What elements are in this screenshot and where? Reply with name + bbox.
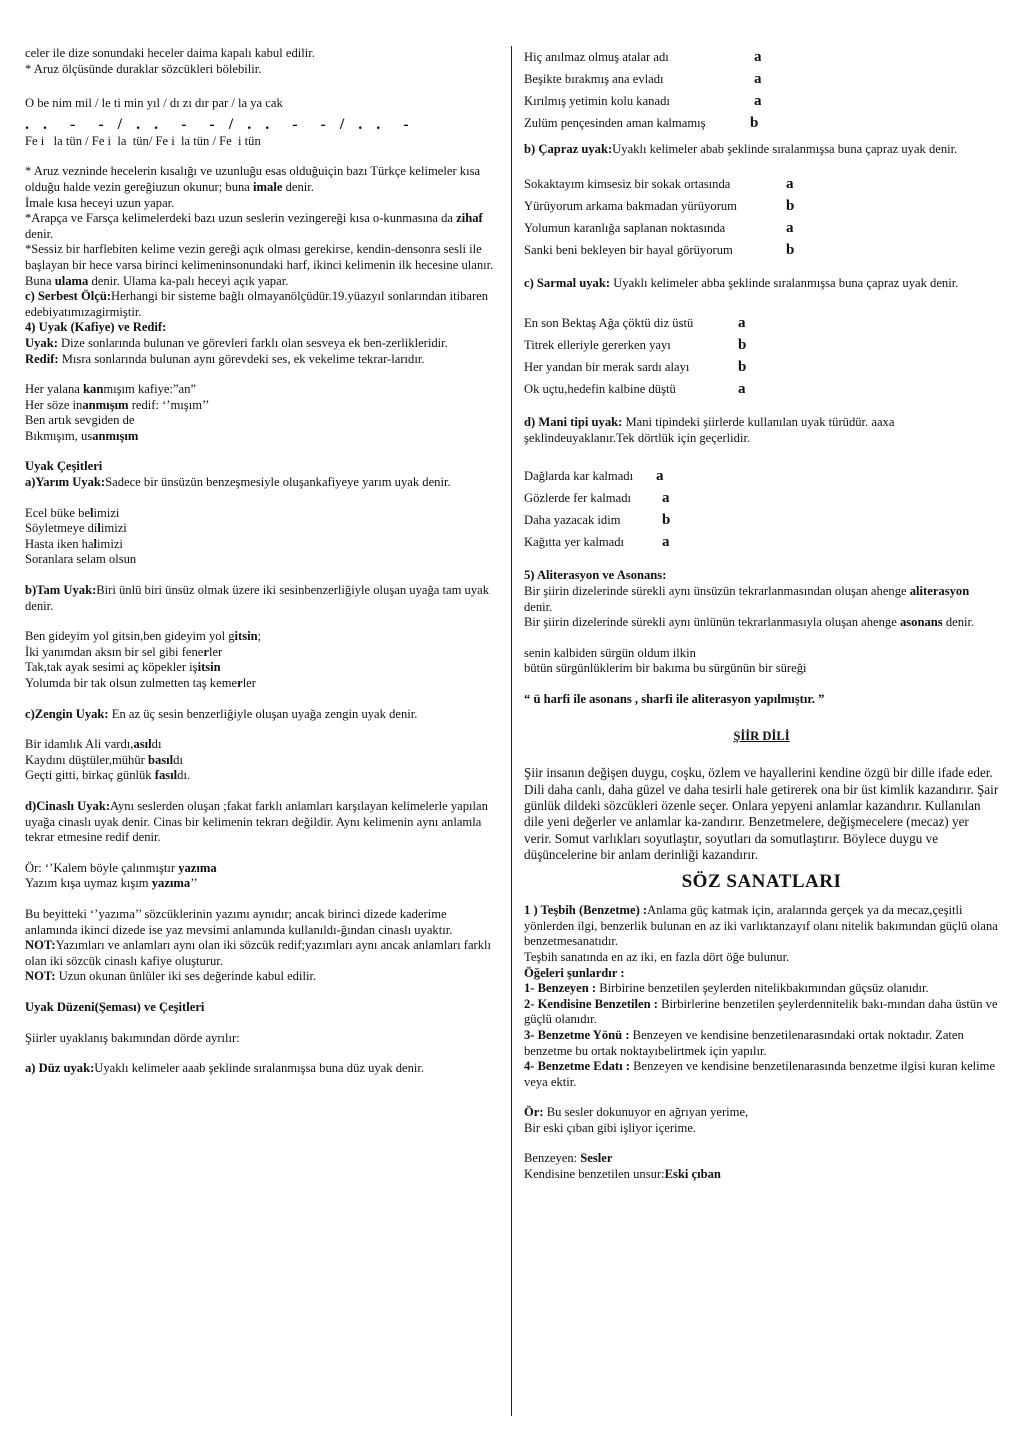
- verse-text-end: redif: ‘’mışım’’: [128, 397, 210, 412]
- rhyme-letter: a: [738, 315, 746, 332]
- tam-text: Biri ünlü biri ünsüz olmak üzere iki sesinbenzerliğiyle oluşan uyağa tam uyak denir.: [25, 583, 490, 613]
- duzen-heading: Uyak Düzeni(Şeması) ve Çeşitleri: [25, 999, 205, 1014]
- verse-text: İki yanımdan aksın bir sel gibi fene: [25, 644, 204, 659]
- kendisine-label: Kendisine benzetilen unsur:: [524, 1167, 665, 1182]
- verse-rhyme: itsin: [234, 629, 258, 644]
- verse-text: Gözlerde fer kalmadı: [524, 491, 631, 506]
- verse-text: Yolumda bir tak olsun zulmetten taş keme: [25, 676, 238, 690]
- verse-line: [524, 68, 999, 90]
- verse-text: Bir idamlık Ali vardı,: [25, 737, 134, 752]
- cinasli-paragraph: [25, 799, 495, 846]
- rhyme-letter: a: [662, 490, 670, 507]
- verse-text-end: ler: [242, 676, 256, 690]
- verse-text-end: dı.: [177, 768, 191, 783]
- redif-def: [25, 352, 495, 368]
- verse-line: [25, 768, 495, 784]
- verse-line: [25, 429, 495, 445]
- or-text: Ör: ‘’Kalem böyle çalınmıştır: [25, 860, 179, 875]
- or-label: Ör:: [524, 1105, 544, 1120]
- verse-rhyme: basıl: [147, 752, 174, 767]
- or-bold: yazıma: [178, 860, 217, 875]
- verse-text: Beşikte bırakmış ana evladı: [524, 72, 664, 86]
- mani-label: d) Mani tipi uyak:: [524, 415, 623, 430]
- yarim-paragraph: [25, 475, 495, 491]
- verse-rhyme: l: [90, 505, 94, 520]
- tam-label: b)Tam Uyak:: [25, 583, 97, 598]
- example-line-1: senin kalbiden sürgün oldum ilkin: [524, 645, 696, 660]
- zengin-paragraph: [25, 707, 495, 723]
- alit-term: aliterasyon: [909, 583, 970, 598]
- tesbih-line-2: Teşbih sanatında en az iki, en fazla dört öğe bulunur.: [524, 949, 790, 964]
- verse-text: Her yalana: [25, 382, 84, 397]
- tesbih-label: 1 ) Teşbih (Benzetme) :: [524, 903, 648, 918]
- or-text: Bu sesler dokunuyor en ağrıyan yerime,: [543, 1105, 749, 1120]
- verse-line: [25, 537, 495, 553]
- verse-text: Ecel büke be: [25, 505, 91, 520]
- verse-line: [25, 413, 495, 429]
- column-divider: [511, 46, 512, 1416]
- siir-dili-paragraph: Şiir insanın değişen duygu, coşku, özlem ve hayallerini kendine özgü bir dille ifade eder. Dili daha canlı, daha güzel ve daha tesirli hale getirerek ona bir üst kimlik kazandırır. Şair günlük dildeki sözcükleri özenle seçer. Onlara yepyeni anlamlar kazandırır. Kullanılan dile yeni değerler ve anlamlar ka-zandırır. Benzetmelere, değişmecelere (mecaz) yer verir. Somut varlıkları soyutlaştır, soyutları da somutlaştırır. Böylece duygu ve düşüncelerine bir anlam derinliği kazandırır.: [524, 765, 999, 863]
- rhyme-letter: b: [786, 197, 795, 214]
- verse-text: Soranlara selam olsun: [25, 552, 137, 567]
- duzen-text: Şiirler uyaklanış bakımından dörde ayrılır:: [25, 1030, 240, 1045]
- verse-rhyme: anmışım: [82, 397, 129, 412]
- duz-text: Uyaklı kelimeler aaab şeklinde sıralanmışsa buna düz uyak denir.: [94, 1061, 425, 1076]
- example-zengin: [25, 737, 495, 784]
- verse-text: Yolumun karanlığa saplanan noktasında: [524, 220, 726, 235]
- verse-rhyme: l: [93, 536, 98, 551]
- verse-line: [25, 552, 495, 568]
- alit-heading: 5) Aliterasyon ve Asonans:: [524, 568, 667, 583]
- uyak-label: Uyak:: [25, 335, 58, 350]
- rhyme-letter: b: [786, 241, 795, 258]
- tesbih-paragraph: [524, 903, 999, 950]
- verse-text: Söyletmeye di: [25, 521, 98, 536]
- rhyme-letter: a: [754, 93, 762, 109]
- imale-term: imale: [253, 179, 283, 194]
- mani-paragraph: [524, 415, 999, 446]
- verse-text-end: imizi: [100, 521, 127, 536]
- verse-line: [25, 645, 495, 661]
- verse-rhyme: r: [237, 676, 243, 690]
- tesbih-text: Anlama güç katmak için, aralarında gerçek ya da mecaz,çeşitli yönlerden ilgi, benzerlik bulunan en az iki varlıktanzayıf olanı nitelik bakımından güçlü olana benzetmesanatıdır.: [524, 903, 998, 949]
- verse-text: Ok uçtu,hedefin kalbine düştü: [524, 382, 676, 397]
- verse-sarmal: [524, 312, 999, 400]
- verse-line: [25, 382, 495, 398]
- benzeyen-label: Benzeyen:: [524, 1151, 581, 1166]
- verse-line: [524, 195, 999, 217]
- not-text: Uzun okunan ünlüler iki ses değerinde kabul edilir.: [55, 969, 317, 984]
- oge-text: Birbirine benzetilen şeylerden nitelikbakımından güçsüz olanıdır.: [596, 981, 929, 996]
- ason-term: asonans: [899, 615, 943, 630]
- verse-rhyme: r: [203, 644, 209, 659]
- verse-text-end: mışım kafiye:”an”: [103, 382, 197, 397]
- siir-dili-heading: ŞİİR DİLİ: [733, 728, 790, 743]
- scan-feet: Fe i la tün / Fe i la tün/ Fe i la tün / Fe i tün: [25, 133, 261, 148]
- verse-line: [524, 239, 999, 261]
- verse-text: Dağlarda kar kalmadı: [524, 469, 634, 484]
- oge-1: [524, 981, 999, 997]
- cesit-heading: Uyak Çeşitleri: [25, 459, 103, 474]
- verse-line: [25, 506, 495, 522]
- not-label: NOT:: [25, 938, 56, 953]
- verse-line: [524, 334, 999, 356]
- verse-line: [524, 173, 999, 195]
- scan-marks: . . - - / . . - - / . . - - / . . -: [25, 115, 414, 133]
- rhyme-letter: b: [750, 115, 759, 131]
- verse-text: Tak,tak ayak sesimi aç köpekler iş: [25, 660, 198, 675]
- ason-text: Bir şiirin dizelerinde sürekli aynı ünlünün tekrarlanmasıyla oluşan ahenge: [524, 615, 900, 630]
- example-line-2: bütün sürgünlüklerim bir bakıma bu sürgünün bir süreği: [524, 661, 807, 676]
- ason-paragraph: [524, 615, 999, 631]
- rhyme-letter: a: [786, 175, 794, 192]
- imale-text: * Aruz vezninde hecelerin kısalığı ve uzunluğu esas olduğuiçin bazı Türkçe kelimeler kısa olduğu halde vezin gereğiuzun okunur; buna: [25, 164, 481, 194]
- or-text: Yazım kışa uymaz kışım: [25, 876, 152, 891]
- or-line-1: [25, 861, 495, 877]
- oge-4: [524, 1059, 999, 1090]
- verse-text-end: dı: [173, 752, 183, 767]
- oge-label: 4- Benzetme Edatı :: [524, 1059, 630, 1074]
- verse-text: Hasta iken ha: [25, 536, 94, 551]
- verse-text: Hiç anılmaz olmuş atalar adı: [524, 50, 669, 64]
- verse-line: [25, 629, 495, 645]
- kendisine-value: Eski çıban: [664, 1167, 721, 1182]
- verse-line: [524, 112, 999, 134]
- rhyme-letter: b: [738, 359, 747, 376]
- verse-text: Kağıtta yer kalmadı: [524, 535, 625, 550]
- not-label: NOT:: [25, 969, 56, 984]
- rhyme-letter: a: [754, 71, 762, 87]
- verse-line: [524, 356, 999, 378]
- sarmal-text: Uyaklı kelimeler abba şeklinde sıralanmışsa buna çapraz uyak denir.: [610, 275, 959, 290]
- soz-sanatlari-heading: SÖZ SANATLARI: [681, 870, 842, 892]
- oge-label: 1- Benzeyen :: [524, 981, 597, 996]
- example-yarim: [25, 506, 495, 568]
- verse-mani: [524, 465, 999, 553]
- serbest-paragraph: [25, 289, 495, 320]
- ulama-text: *Sessiz bir harflebiten kelime vezin gereği açık olması gerekirse, kendin-densonra sesli ile başlayan bir hece varsa birinci kelimeninsonundaki harf, ikinci kelimenin ilk hecesine ulanır. Buna: [25, 242, 494, 288]
- scan-line: O be nim mil / le ti min yıl / dı zı dır par / la ya cak: [25, 96, 283, 111]
- sarmal-paragraph: [524, 276, 999, 292]
- zihaf-text: *Arapça ve Farsça kelimelerdeki bazı uzun seslerin vezingereği kısa o-kunmasına da: [25, 211, 457, 226]
- serbest-text: Herhangi bir sisteme bağlı olmayanölçüdür.19.yüazyıl sonlarından itibaren edebiyatımızagirmiştir.: [25, 289, 489, 319]
- verse-line: [524, 487, 999, 509]
- or-example-1: [524, 1105, 999, 1121]
- verse-text: Kaydını düştüler,mühür: [25, 752, 148, 767]
- yarim-text: Sadece bir ünsüzün benzeşmesiyle oluşankafiyeye yarım uyak denir.: [105, 475, 451, 490]
- verse-rhyme: asıl: [133, 737, 152, 752]
- verse-rhyme: fasıl: [154, 768, 178, 783]
- benzeyen-line: [524, 1151, 999, 1167]
- yarim-label: a)Yarım Uyak:: [25, 475, 106, 490]
- rhyme-letter: a: [662, 534, 670, 551]
- benzeyen-value: Sesler: [580, 1151, 613, 1166]
- verse-line: [25, 737, 495, 753]
- verse-duz: [524, 46, 999, 134]
- oge-3: [524, 1028, 999, 1059]
- verse-capraz: [524, 173, 999, 261]
- verse-text: Ben artık sevgiden de: [25, 413, 135, 428]
- verse-text: Kırılmış yetimin kolu kanadı: [524, 94, 670, 108]
- redif-text: Mısra sonlarında bulunan aynı görevdeki ses, ek vekelime tekrar-larıdır.: [58, 351, 425, 366]
- verse-line: [25, 753, 495, 769]
- verse-text: En son Bektaş Ağa çöktü diz üstü: [524, 316, 694, 331]
- duz-paragraph: [25, 1061, 495, 1077]
- not-1: [25, 938, 495, 969]
- rhyme-letter: b: [738, 337, 747, 354]
- verse-rhyme: itsin: [197, 660, 221, 675]
- oge-2: [524, 997, 999, 1028]
- duz-label: a) Düz uyak:: [25, 1061, 95, 1076]
- verse-text: Bıkmışım, us: [25, 428, 93, 443]
- rhyme-letter: b: [662, 512, 671, 529]
- cinasli-label: d)Cinaslı Uyak:: [25, 798, 111, 813]
- zihaf-text-end: denir.: [25, 226, 54, 241]
- verse-line: [524, 90, 999, 112]
- zihaf-term: zihaf: [456, 211, 483, 226]
- sarmal-label: c) Sarmal uyak:: [524, 275, 611, 290]
- verse-text: Her yandan bir merak sardı alayı: [524, 360, 690, 375]
- tam-paragraph: [25, 583, 495, 614]
- rhyme-letter: a: [754, 49, 762, 65]
- ulama-term: ulama: [54, 273, 89, 288]
- ulama-paragraph: [25, 242, 495, 289]
- example-kafiye: [25, 382, 495, 444]
- ogeler-label: Öğeleri şunlardır :: [524, 965, 625, 980]
- rhyme-letter: a: [656, 468, 664, 485]
- capraz-label: b) Çapraz uyak:: [524, 142, 613, 156]
- oge-label: 2- Kendisine Benzetilen :: [524, 996, 658, 1011]
- oge-text: Birbirlerine benzetilen şeylerdennitelik bakı-mından daha üstün ve güçlü olanıdır.: [524, 996, 998, 1027]
- intro-line-2: * Aruz ölçüsünde duraklar sözcükleri bölebilir.: [25, 61, 262, 76]
- verse-text: Titrek elleriyle gererken yayı: [524, 338, 671, 353]
- verse-text: Daha yazacak idim: [524, 513, 621, 528]
- verse-rhyme: kan: [83, 382, 104, 397]
- ason-text-end: denir.: [942, 615, 975, 630]
- verse-line: [524, 312, 999, 334]
- not-2: [25, 969, 495, 985]
- asonans-quote: “ ü harfi ile asonans , sharfi ile aliterasyon yapılmıştır. ”: [524, 691, 825, 706]
- verse-line: [524, 509, 999, 531]
- verse-text: Zulüm pençesinden aman kalmamış: [524, 116, 706, 130]
- intro-line-1: celer ile dize sonundaki heceler daima kapalı kabul edilir.: [25, 46, 315, 60]
- zihaf-paragraph: [25, 211, 495, 242]
- capraz-paragraph: [524, 142, 999, 158]
- verse-line: [25, 521, 495, 537]
- verse-line: [25, 660, 495, 676]
- verse-text: Ben gideyim yol gitsin,ben gideyim yol g: [25, 629, 235, 644]
- zengin-text: En az üç sesin benzerliğiyle oluşan uyağa zengin uyak denir.: [108, 706, 418, 721]
- rhyme-letter: a: [738, 381, 746, 398]
- verse-text: Geçti gitti, birkaç günlük: [25, 768, 155, 783]
- imale-text-end: denir.: [282, 179, 314, 194]
- verse-line: [25, 676, 495, 692]
- verse-text: Her söze in: [25, 397, 83, 412]
- alit-text: Bir şiirin dizelerinde sürekli aynı ünsüzün tekrarlanmasından oluşan ahenge: [524, 583, 910, 598]
- verse-text-end: imizi: [93, 505, 120, 520]
- verse-text: Yürüyorum arkama bakmadan yürüyorum: [524, 198, 737, 213]
- cinasli-text: Aynı seslerden oluşan ;fakat farklı anlamları karşılayan kelimelerle yapılan uyağa cinaslı uyak denir. Cinas bir kelimenin tekrarı değildir. Aynı kelimenin aynı anlamla tekrar etmesine redif denir.: [25, 798, 488, 845]
- oge-label: 3- Benzetme Yönü :: [524, 1027, 630, 1042]
- or-example-2: Bir eski çıban gibi işliyor içerime.: [524, 1120, 697, 1135]
- verse-line: [524, 378, 999, 400]
- verse-line: [524, 531, 999, 553]
- imale-paragraph: [25, 164, 495, 195]
- zengin-label: c)Zengin Uyak:: [25, 706, 109, 721]
- rhyme-letter: a: [786, 219, 794, 236]
- alit-text-end: denir.: [524, 599, 553, 614]
- verse-text: Sanki beni bekleyen bir hayal görüyorum: [524, 242, 733, 257]
- oge-text: Benzeyen ve kendisine benzetilenarasındaki ortak noktadır. Zaten benzetme bu ortak noktayıbelirtmek için yapılır.: [524, 1027, 964, 1058]
- verse-text-end: ler: [208, 644, 223, 659]
- verse-text-end: ;: [257, 629, 262, 644]
- imale-def: İmale kısa heceyi uzun yapar.: [25, 195, 175, 210]
- alit-paragraph: [524, 584, 999, 615]
- verse-rhyme: anmışım: [92, 428, 139, 443]
- example-tam: [25, 629, 495, 691]
- right-column: [524, 46, 999, 1183]
- ulama-text-end: denir. Ulama ka-palı heceyi açık yapar.: [88, 273, 289, 288]
- beyit-paragraph: Bu beyitteki ‘’yazıma’’ sözcüklerinin yazımı aynıdır; ancak birinci dizede kaderime anlamında ikinci dizede ise yaz mevsimi anlamında kullanıldı-ğından cinaslı uyaktır.: [25, 906, 453, 937]
- verse-line: [25, 398, 495, 414]
- kendisine-line: [524, 1167, 999, 1183]
- verse-line: [524, 46, 999, 68]
- verse-line: [524, 217, 999, 239]
- uyak-def: [25, 336, 495, 352]
- verse-text-end: imizi: [97, 536, 123, 551]
- uyak-heading: 4) Uyak (Kafiye) ve Redif:: [25, 320, 167, 335]
- mani-text: Mani tipindeki şiirlerde kullanılan uyak türüdür. aaxa şeklindeuyaklanır.Tek dörtlük için geçerlidir.: [524, 415, 895, 445]
- or-bold: yazıma: [151, 876, 191, 891]
- uyak-text: Dize sonlarında bulunan ve görevleri farklı olan sesveya ek ben-zerlikleridir.: [57, 335, 448, 350]
- not-text: Yazımları ve anlamları aynı olan iki sözcük redif;yazımları aynı ancak anlamları farklı olan iki sözcük cinaslı kafiye oluşturur.: [25, 938, 492, 968]
- capraz-text: Uyaklı kelimeler abab şeklinde sıralanmışsa buna çapraz uyak denir.: [612, 142, 958, 156]
- or-line-2: [25, 876, 495, 892]
- oge-text: Benzeyen ve kendisine benzetilenarasında benzetme ilgisi kuran kelime veya ektir.: [524, 1059, 996, 1089]
- left-column: [25, 46, 495, 1077]
- verse-rhyme: l: [97, 521, 101, 536]
- verse-text-end: dı: [151, 737, 162, 752]
- or-text-end: ’’: [190, 876, 198, 891]
- verse-line: [524, 465, 999, 487]
- redif-label: Redif:: [25, 351, 59, 366]
- verse-text: Sokaktayım kimsesiz bir sokak ortasında: [524, 176, 731, 191]
- serbest-label: c) Serbest Ölçü:: [25, 289, 112, 304]
